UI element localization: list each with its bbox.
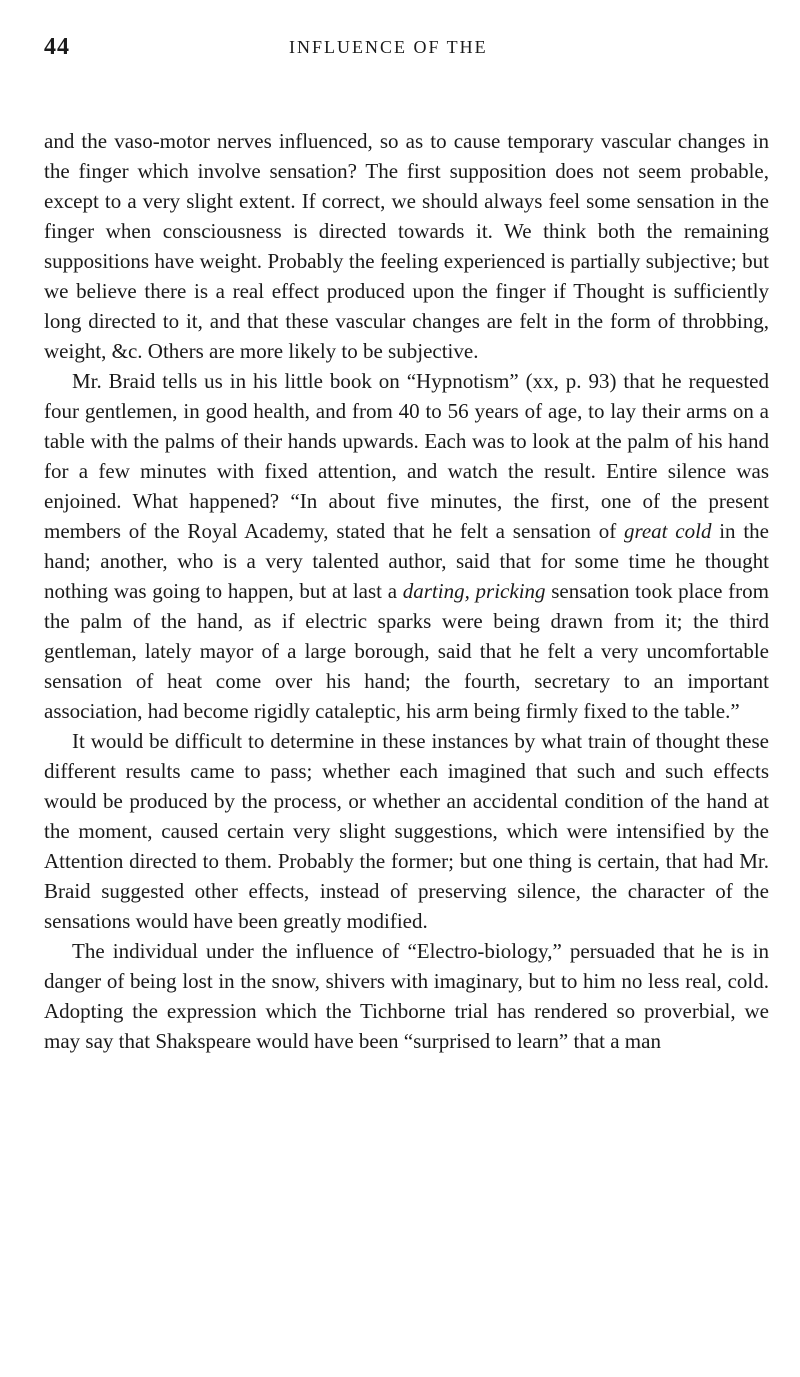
page-number: 44 [44,34,70,60]
paragraph-analysis: It would be difficult to determine in these instances by what train of thought these different results came to pass; whether each imagined that such and such effects would be produced by the process, or whether an accidental condition of the hand at the moment, caused certain very slight suggestions, which were intensified by the Attention directed to them. Probably the former; but one thing is certain, that had Mr. Braid suggested other effects, instead of preserving silence, the character of the sensations would have been greatly modified. [44,729,769,933]
italic-phrase: great cold [623,519,712,543]
italic-phrase: darting, pricking [402,579,546,603]
body-text [44,126,769,1056]
paragraph-text: Mr. Braid tells us in his little book on “Hypnotism” (xx, p. 93) that he requested four gentlemen, in good health, and from 40 to 56 years of age, to lay their arms on a table with the palms of their hands upwards. Each was to look at the palm of his hand for a few minutes with fixed attention, and watch the result. Entire silence was enjoined. What happened? “In about five minutes, the first, one of the present members of the Royal Academy, stated that he felt a sensation of [44,369,769,543]
book-page [44,34,769,1056]
running-title: INFLUENCE OF THE [289,37,488,57]
paragraph-text: sensation took place from the palm of the hand, as if electric sparks were being drawn from it; the third gentleman, lately mayor of a large borough, said that he felt a very uncomfortable sensation of heat come over his hand; the fourth, secretary to an important association, had become rigidly cataleptic, his arm being firmly fixed to the table.” [44,579,769,723]
paragraph-continued: and the vaso-motor nerves influenced, so as to cause temporary vascular changes in the finger which involve sensation? The first supposition does not seem probable, except to a very slight extent. If correct, we should always feel some sensation in the finger when consciousness is directed towards it. We think both the remaining suppositions have weight. Probably the feeling experienced is partially subjective; but we believe there is a real effect produced upon the finger if Thought is sufficiently long directed to it, and that these vascular changes are felt in the form of throbbing, weight, &c. Others are more likely to be subjective. [44,129,769,363]
paragraph-electro-biology: The individual under the influence of “Electro-biology,” persuaded that he is in danger of being lost in the snow, shivers with imaginary, but to him no less real, cold. Adopting the expression which the Tichborne trial has rendered so proverbial, we may say that Shakspeare would have been “surprised to learn” that a man [44,939,769,1053]
paragraph-braid-experiment [44,366,769,726]
running-head [44,34,769,80]
paragraph-text: in the hand; another, who is a very talented author, said that for some time he thought nothing was going to happen, but at last a [44,519,769,603]
